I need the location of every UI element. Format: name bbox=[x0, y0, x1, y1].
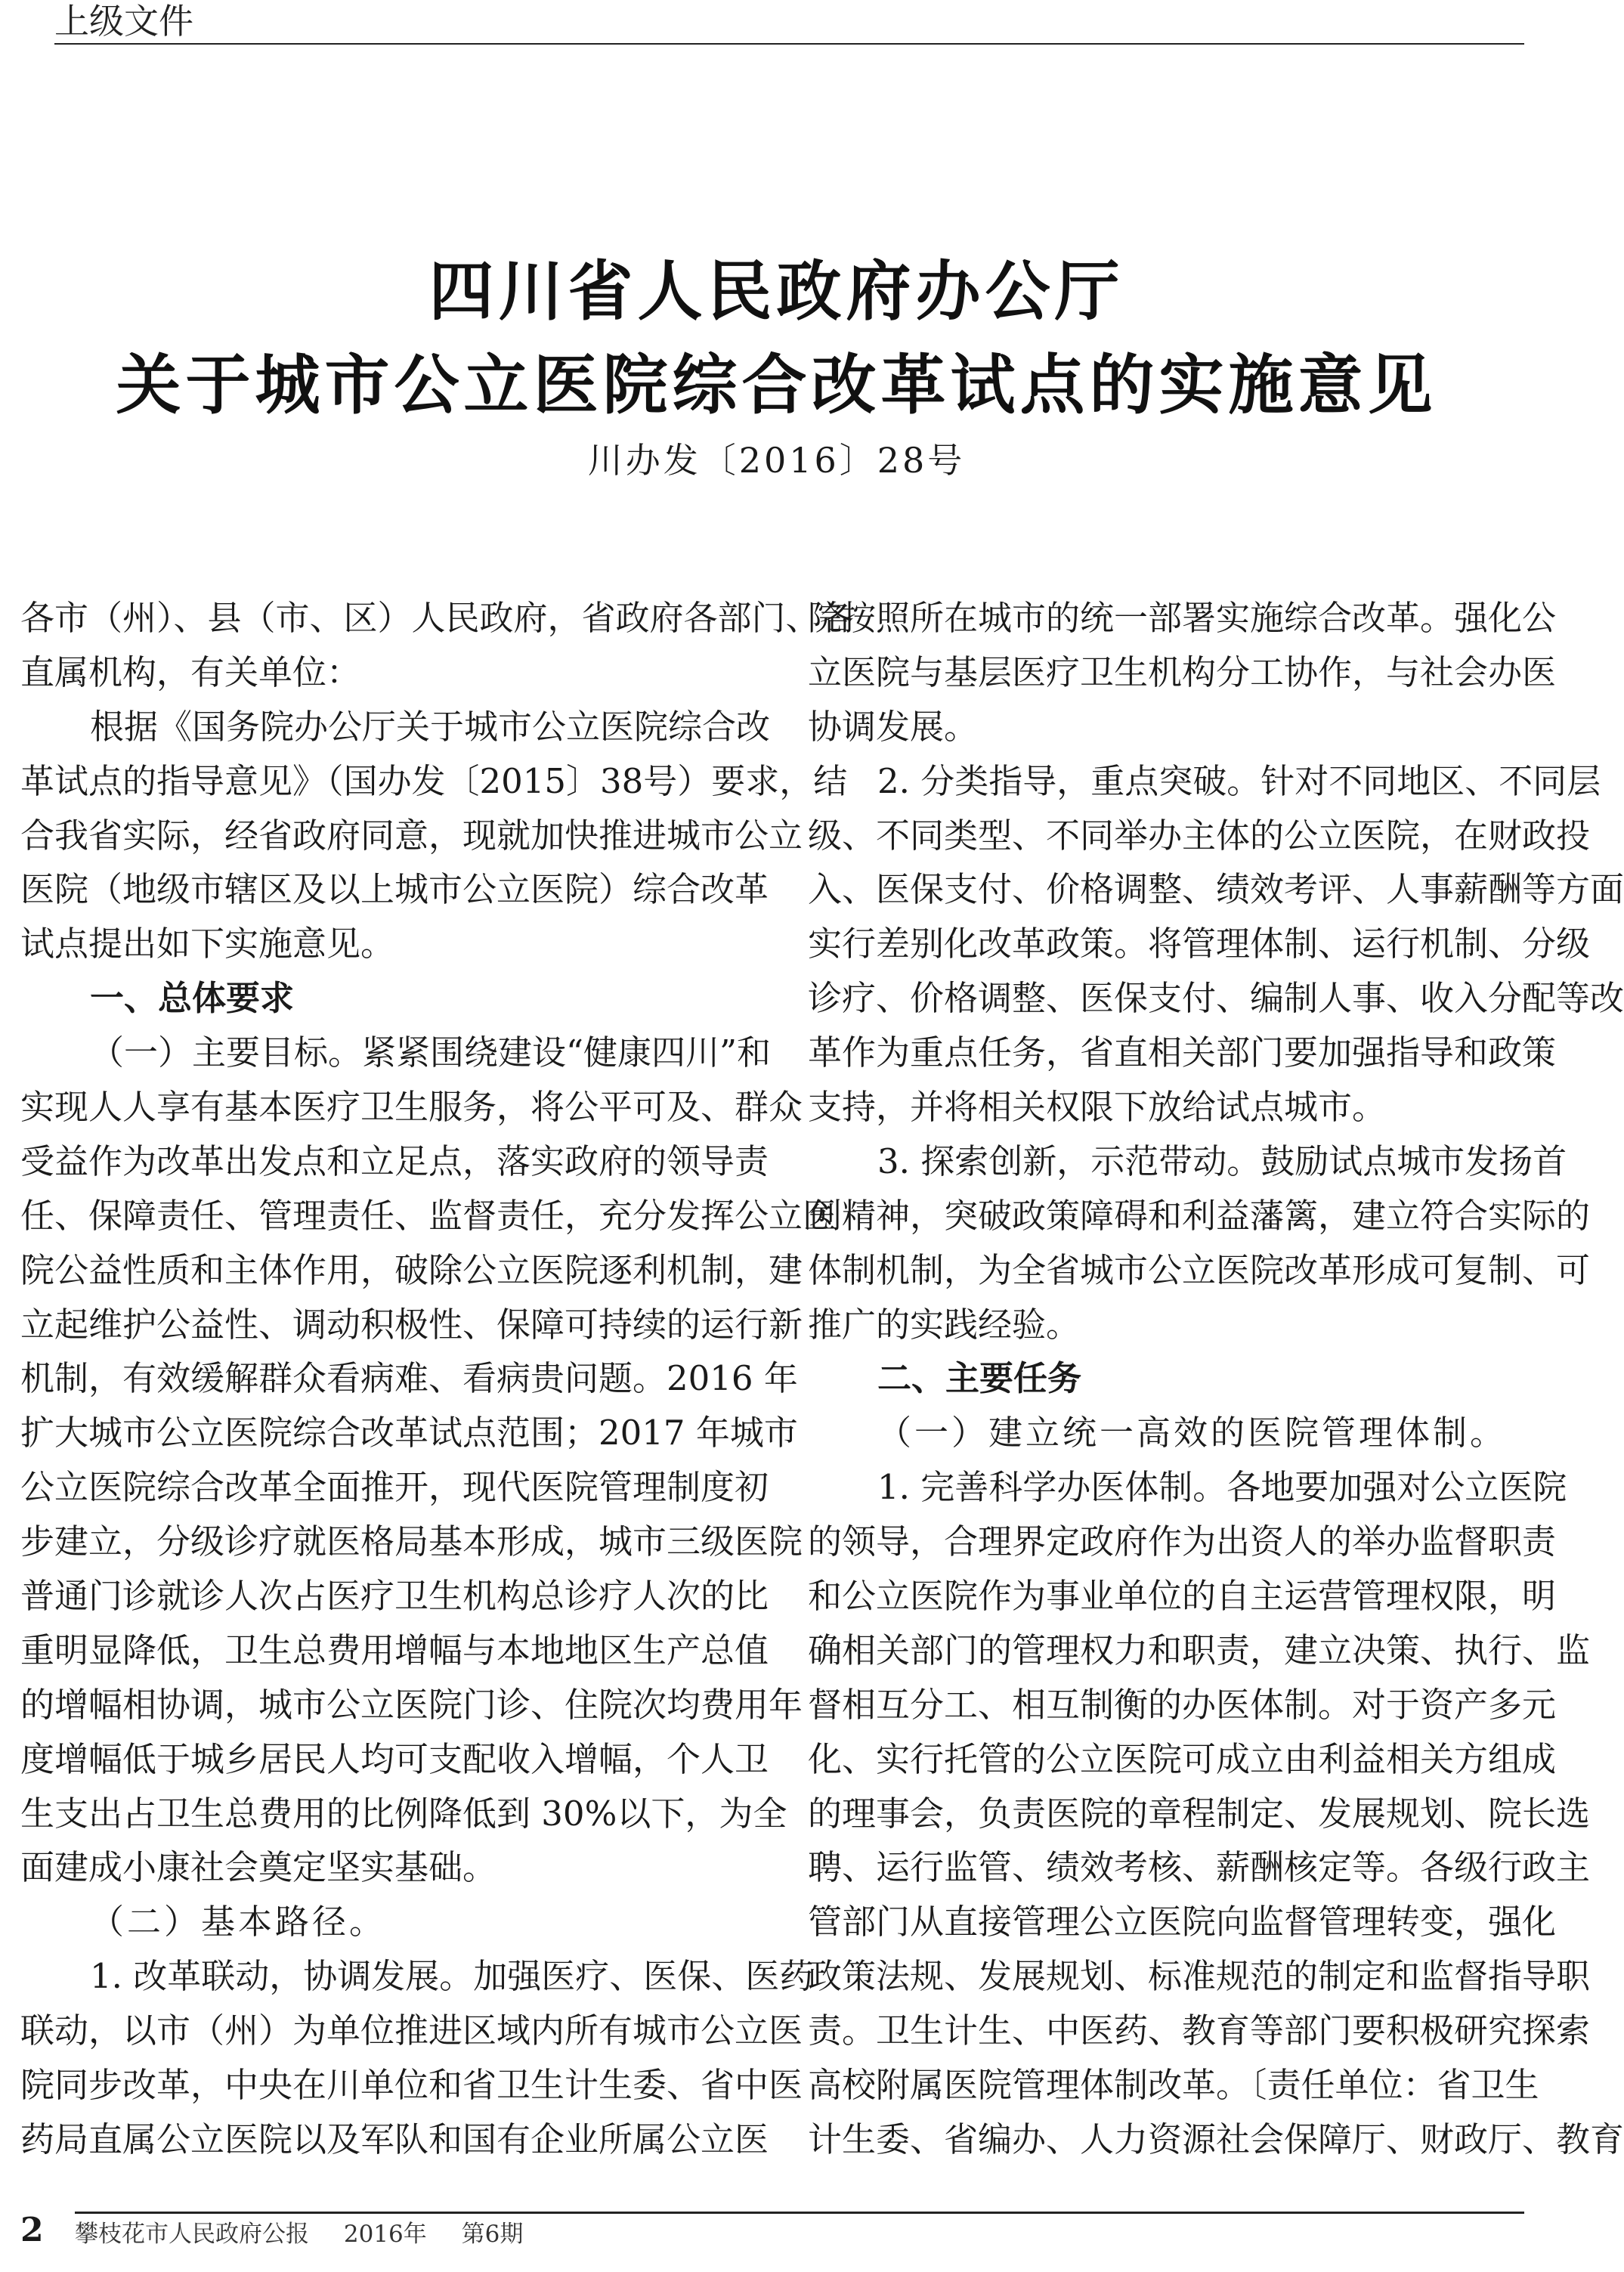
publication-name: 攀枝花市人民政府公报 bbox=[75, 2221, 309, 2248]
body-text-line: 1. 改革联动，协调发展。加强医疗、医保、医药 bbox=[90, 1956, 814, 1997]
body-text-line: 步建立，分级诊疗就医格局基本形成，城市三级医院 bbox=[20, 1521, 803, 1562]
body-text-line: 2. 分类指导，重点突破。针对不同地区、不同层 bbox=[877, 760, 1601, 801]
header-divider bbox=[54, 43, 1524, 45]
body-text-line: 支持，并将相关权限下放给试点城市。 bbox=[808, 1087, 1387, 1128]
body-text-line: 实现人人享有基本医疗卫生服务，将公平可及、群众 bbox=[20, 1087, 803, 1128]
body-right-column bbox=[808, 591, 1624, 2167]
body-text-line: 药局直属公立医院以及军队和国有企业所属公立医 bbox=[20, 2119, 769, 2159]
body-text-line: 责。卫生计生、中医药、教育等部门要积极研究探索 bbox=[808, 2010, 1591, 2051]
body-text-line: （一）主要目标。紧紧围绕建设“健康四川”和 bbox=[90, 1032, 772, 1073]
body-text-line: 医院（地级市辖区及以上城市公立医院）综合改革 bbox=[20, 869, 769, 910]
body-text-line: 公立医院综合改革全面推开，现代医院管理制度初 bbox=[20, 1467, 769, 1508]
body-text-line: 联动，以市（州）为单位推进区域内所有城市公立医 bbox=[20, 2010, 803, 2051]
body-text-line: 体制机制，为全省城市公立医院改革形成可复制、可 bbox=[808, 1249, 1591, 1290]
subsection-heading: （一）建立统一高效的医院管理体制。 bbox=[877, 1413, 1508, 1453]
body-text-line: 任、保障责任、管理责任、监督责任，充分发挥公立医 bbox=[20, 1195, 837, 1236]
body-text-line: 1. 完善科学办医体制。各地要加强对公立医院 bbox=[877, 1467, 1567, 1508]
body-text-line: 院公益性质和主体作用，破除公立医院逐利机制，建 bbox=[20, 1249, 803, 1290]
body-text-line: 面建成小康社会奠定坚实基础。 bbox=[20, 1847, 497, 1888]
body-text-line: 院同步改革，中央在川单位和省卫生计生委、省中医 bbox=[20, 2065, 803, 2106]
body-text-line: 聘、运行监管、绩效考核、薪酬核定等。各级行政主 bbox=[808, 1847, 1591, 1888]
body-text-line: 革试点的指导意见》（国办发〔2015〕38号）要求，结 bbox=[20, 760, 848, 801]
body-text-line: 各市（州）、县（市、区）人民政府，省政府各部门、各 bbox=[20, 598, 854, 638]
body-text-line: 实行差别化改革政策。将管理体制、运行机制、分级 bbox=[808, 924, 1591, 964]
body-text-line: 重明显降低，卫生总费用增幅与本地地区生产总值 bbox=[20, 1630, 769, 1670]
body-text-line: 立起维护公益性、调动积极性、保障可持续的运行新 bbox=[20, 1304, 803, 1345]
body-text-line: 计生委、省编办、人力资源社会保障厅、财政厅、教育 bbox=[808, 2119, 1624, 2159]
body-text-line: 3. 探索创新，示范带动。鼓励试点城市发扬首 bbox=[877, 1141, 1567, 1181]
publication-issue: 第6期 bbox=[461, 2221, 524, 2248]
body-text-line: 度增幅低于城乡居民人均可支配收入增幅，个人卫 bbox=[20, 1738, 769, 1779]
body-text-line: 高校附属医院管理体制改革。〔责任单位：省卫生 bbox=[808, 2065, 1539, 2106]
body-text-line: 的理事会，负责医院的章程制定、发展规划、院长选 bbox=[808, 1793, 1591, 1834]
body-text-line: 生支出占卫生总费用的比例降低到 30%以下，为全 bbox=[20, 1793, 787, 1834]
body-text-line: 确相关部门的管理权力和职责，建立决策、执行、监 bbox=[808, 1630, 1591, 1670]
body-text-line: 入、医保支付、价格调整、绩效考评、人事薪酬等方面 bbox=[808, 869, 1624, 910]
body-text-line: 政策法规、发展规划、标准规范的制定和监督指导职 bbox=[808, 1956, 1591, 1997]
body-text-line: 的领导，合理界定政府作为出资人的举办监督职责 bbox=[808, 1521, 1557, 1562]
body-text-line: 根据《国务院办公厅关于城市公立医院综合改 bbox=[90, 706, 771, 747]
body-text-line: 立医院与基层医疗卫生机构分工协作，与社会办医 bbox=[808, 652, 1557, 692]
body-text-line: 受益作为改革出发点和立足点，落实政府的领导责 bbox=[20, 1141, 769, 1181]
body-text-line: 机制，有效缓解群众看病难、看病贵问题。2016 年 bbox=[20, 1358, 798, 1399]
publication-year: 2016年 bbox=[343, 2221, 427, 2248]
body-text-line: 普通门诊就诊人次占医疗卫生机构总诊疗人次的比 bbox=[20, 1576, 769, 1617]
body-text-line: 管部门从直接管理公立医院向监督管理转变，强化 bbox=[808, 1902, 1557, 1942]
document-number: 川办发〔2016〕28号 bbox=[587, 440, 966, 481]
body-text-line: 诊疗、价格调整、医保支付、编制人事、收入分配等改 bbox=[808, 978, 1624, 1019]
body-text-line: 合我省实际，经省政府同意，现就加快推进城市公立 bbox=[20, 815, 803, 856]
body-text-line: 试点提出如下实施意见。 bbox=[20, 924, 395, 964]
subsection-heading: （二）基本路径。 bbox=[90, 1902, 387, 1942]
page-number: 2 bbox=[20, 2211, 44, 2249]
body-text-line: 直属机构，有关单位： bbox=[20, 652, 361, 692]
body-left-column bbox=[20, 591, 854, 2167]
body-text-line: 级、不同类型、不同举办主体的公立医院，在财政投 bbox=[808, 815, 1591, 856]
body-text-line: 革作为重点任务，省直相关部门要加强指导和政策 bbox=[808, 1032, 1557, 1073]
body-text-line: 和公立医院作为事业单位的自主运营管理权限，明 bbox=[808, 1576, 1557, 1617]
body-text-line: 扩大城市公立医院综合改革试点范围；2017 年城市 bbox=[20, 1413, 798, 1453]
body-text-line: 创精神，突破政策障碍和利益藩篱，建立符合实际的 bbox=[808, 1195, 1591, 1236]
footer-divider bbox=[75, 2212, 1524, 2214]
section-heading: 二、主要任务 bbox=[877, 1358, 1082, 1399]
section-heading: 一、总体要求 bbox=[90, 978, 295, 1019]
body-text-line: 化、实行托管的公立医院可成立由利益相关方组成 bbox=[808, 1738, 1557, 1779]
document-title-line-2: 关于城市公立医院综合改革试点的实施意见 bbox=[116, 346, 1437, 423]
footer-info bbox=[75, 2219, 546, 2249]
body-text-line: 院按照所在城市的统一部署实施综合改革。强化公 bbox=[808, 598, 1557, 638]
document-title-line-1: 四川省人民政府办公厅 bbox=[428, 252, 1124, 330]
section-label: 上级文件 bbox=[54, 1, 193, 42]
body-text-line: 的增幅相协调，城市公立医院门诊、住院次均费用年 bbox=[20, 1684, 803, 1725]
body-text-line: 协调发展。 bbox=[808, 706, 979, 747]
body-text-line: 督相互分工、相互制衡的办医体制。对于资产多元 bbox=[808, 1684, 1557, 1725]
body-text-line: 推广的实践经验。 bbox=[808, 1304, 1081, 1345]
